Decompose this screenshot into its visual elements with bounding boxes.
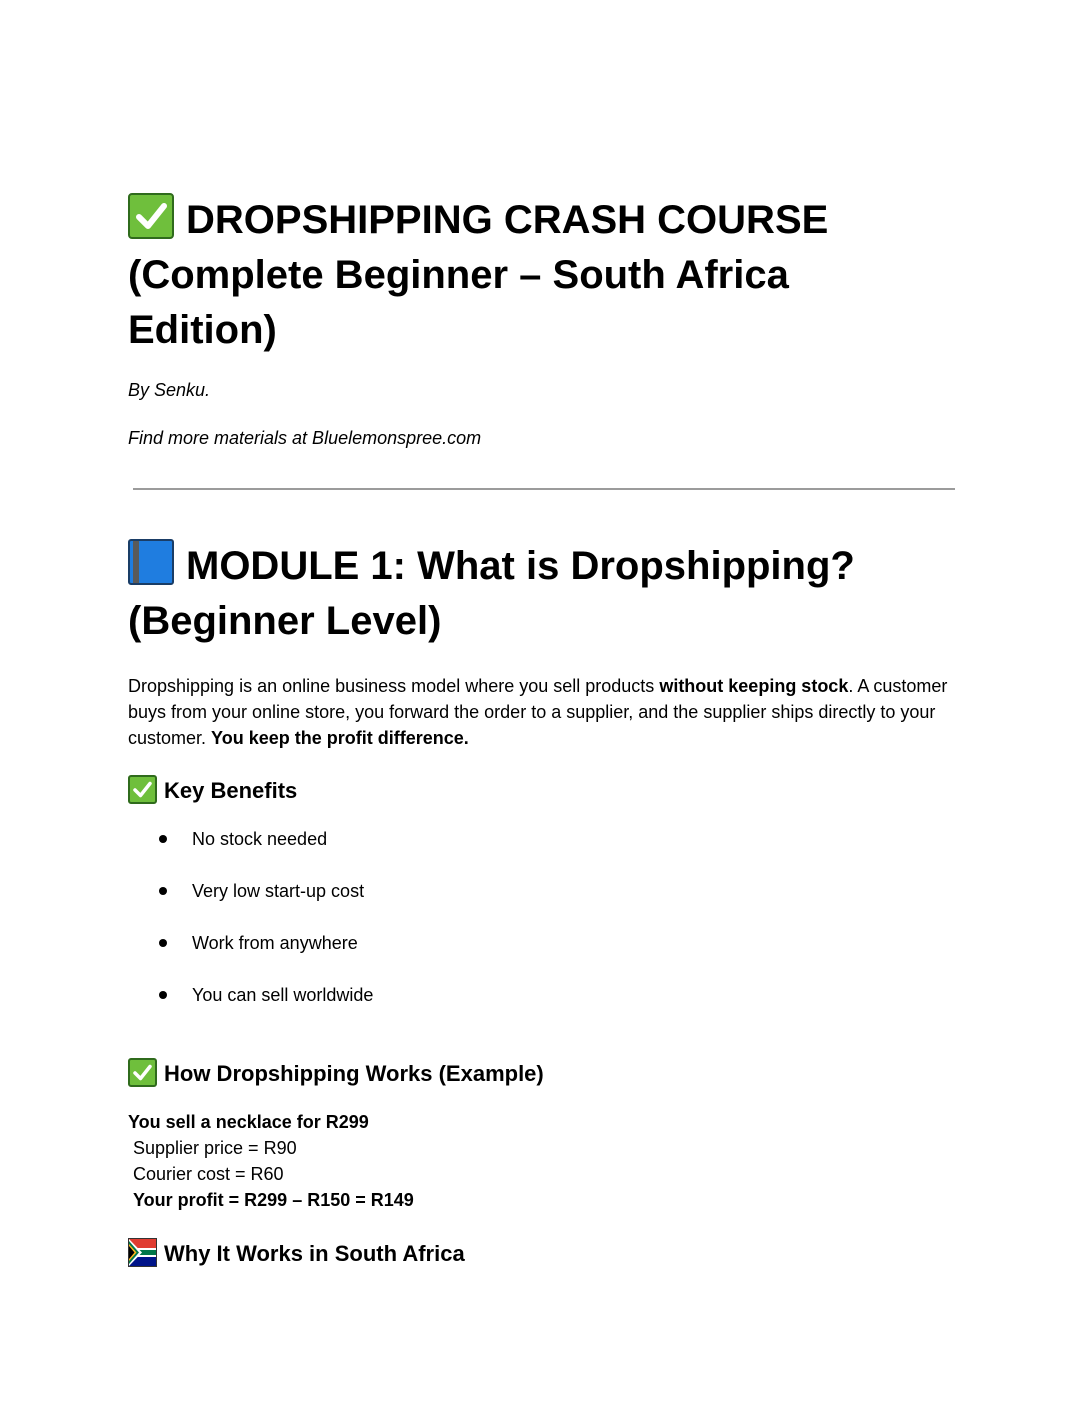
check-mark-button-icon [128,775,157,804]
list-item-text: Work from anywhere [192,933,358,953]
bullet-icon [159,991,167,999]
module-1-heading [128,539,988,649]
example-courier-line: Courier cost = R60 [133,1164,284,1184]
key-benefits-heading [128,775,297,806]
intro-bold-1: without keeping stock [659,676,849,696]
title-line-1: DROPSHIPPING CRASH COURSE [186,198,829,242]
intro-bold-2: You keep the profit difference. [211,728,469,748]
module-1-heading-line-1: MODULE 1: What is Dropshipping? [186,544,855,588]
intro-text-part-1: Dropshipping is an online business model where you sell products [128,676,660,696]
example-supplier-line: Supplier price = R90 [133,1138,297,1158]
module-1-heading-line-2: (Beginner Level) [128,599,442,643]
example-block [128,1109,414,1213]
example-profit-line: Your profit = R299 – R150 = R149 [133,1190,414,1210]
check-mark-button-icon [128,193,174,239]
key-benefits-heading-text: Key Benefits [164,778,298,803]
list-item-text: Very low start-up cost [192,881,365,901]
bullet-icon [159,887,167,895]
list-item-text: No stock needed [192,829,328,849]
why-south-africa-heading-text: Why It Works in South Africa [164,1241,465,1266]
how-it-works-heading-text: How Dropshipping Works (Example) [164,1061,544,1086]
example-sell-line: You sell a necklace for R299 [128,1112,369,1132]
module-1-intro-paragraph [128,673,968,751]
find-more-text: Find more materials at Bluelemonspree.com [128,428,482,448]
document-title [128,193,988,358]
byline: By Senku. [128,380,211,400]
title-line-3: Edition) [128,308,277,352]
title-line-2: (Complete Beginner – South Africa [128,253,789,297]
south-africa-flag-icon [128,1238,157,1267]
check-mark-button-icon [128,1058,157,1087]
why-south-africa-heading [128,1238,465,1269]
how-it-works-heading [128,1058,544,1089]
list-item-text: You can sell worldwide [192,985,374,1005]
horizontal-divider [133,488,955,490]
intro-text-part-2: . A customer buys from your online store, you forward the order to a supplier, and the supplier ships directly to your customer. [128,676,948,748]
bullet-icon [159,939,167,947]
bullet-icon [159,835,167,843]
blue-book-icon [128,539,174,585]
